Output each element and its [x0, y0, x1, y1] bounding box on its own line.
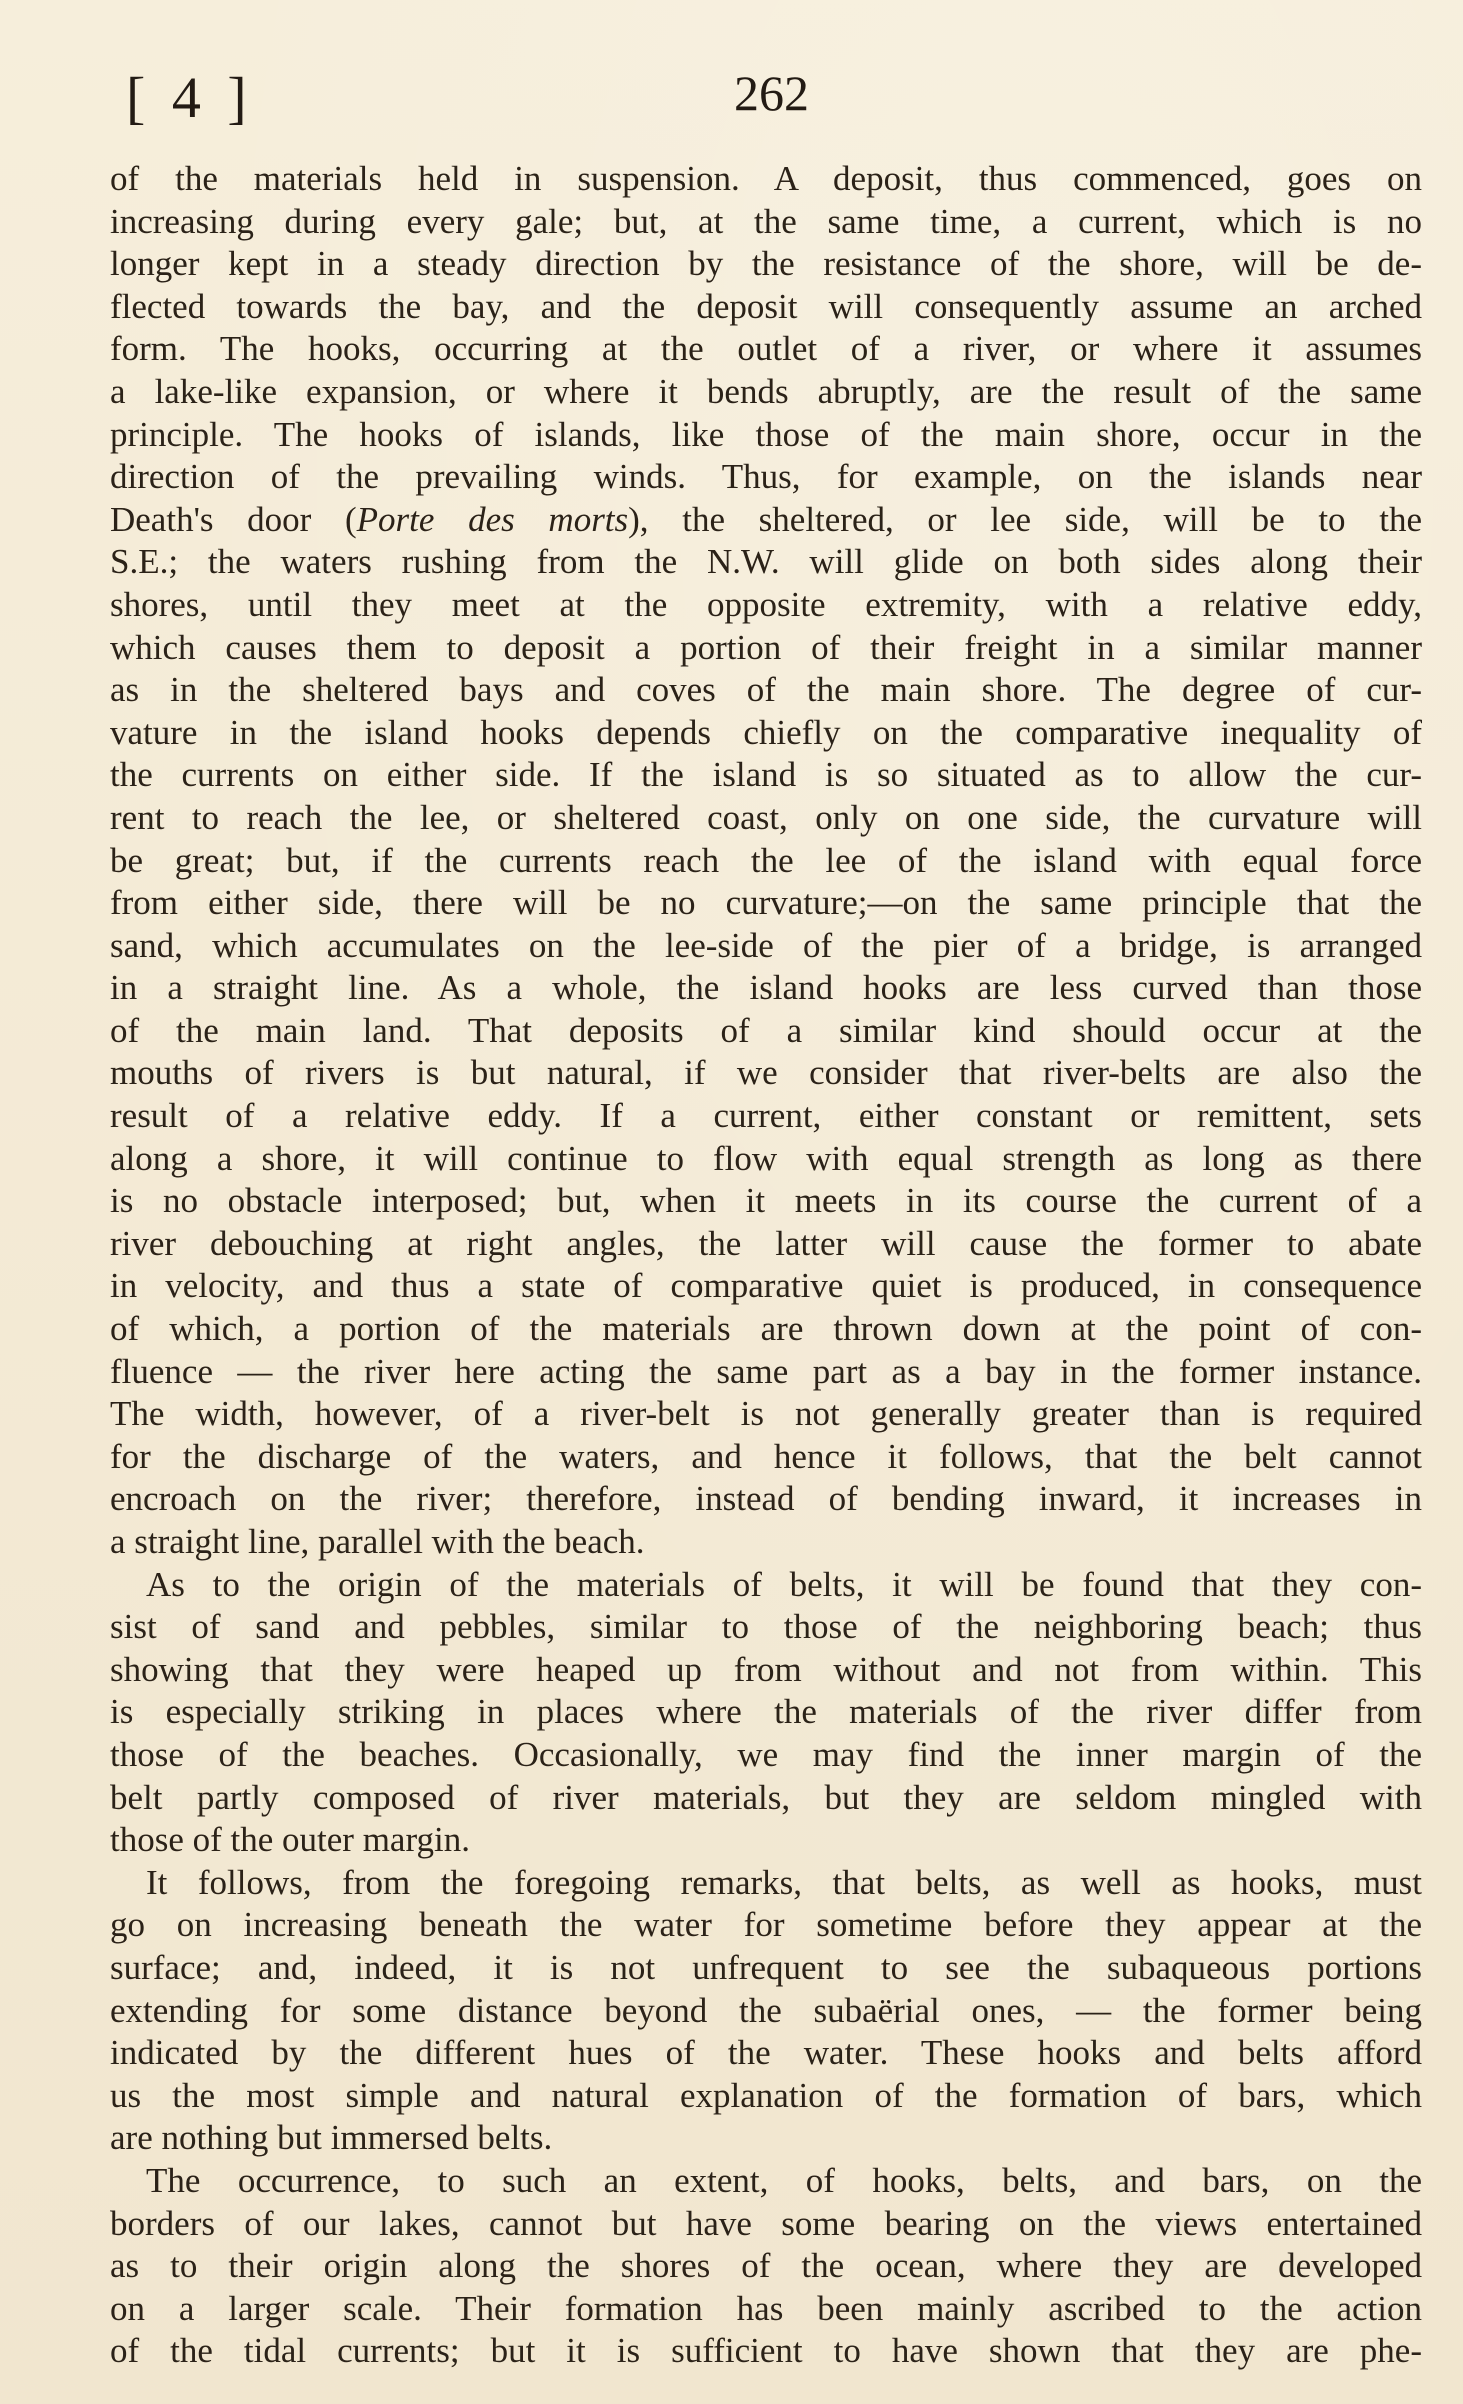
text-line: us the most simple and natural explanation of the formation of bars, which — [110, 2075, 1422, 2115]
text-line: mouths of rivers is but natural, if we consider that river-belts are also the — [110, 1053, 1422, 1093]
text-line: rent to reach the lee, or sheltered coast, only on one side, the curvature will — [110, 797, 1422, 837]
text-line: fluence — the river here acting the same part as a bay in the former instance. — [110, 1351, 1422, 1391]
text-line: as in the sheltered bays and coves of the main shore. The degree of cur- — [110, 670, 1422, 710]
text-line: sand, which accumulates on the lee-side of the pier of a bridge, is arranged — [110, 925, 1422, 965]
text-line: encroach on the river; therefore, instead of bending inward, it increases in — [110, 1479, 1422, 1519]
text-line: showing that they were heaped up from without and not from within. This — [110, 1649, 1422, 1689]
text-line: along a shore, it will continue to flow with equal strength as long as there — [110, 1138, 1422, 1178]
text-line: The width, however, of a river-belt is not generally greater than is required — [110, 1394, 1422, 1434]
text-line: is especially striking in places where the materials of the river differ from — [110, 1692, 1422, 1732]
paragraph-end-line: a straight line, parallel with the beach. — [110, 1522, 645, 1561]
text-line: surface; and, indeed, it is not unfrequent to see the subaqueous portions — [110, 1947, 1422, 1987]
text-line: belt partly composed of river materials, but they are seldom mingled with — [110, 1777, 1422, 1817]
text-line: be great; but, if the currents reach the lee of the island with equal force — [110, 840, 1422, 880]
text-line: Death's door (Porte des morts), the sheltered, or lee side, will be to the — [110, 499, 1422, 539]
text-line: for the discharge of the waters, and hence it follows, that the belt cannot — [110, 1436, 1422, 1476]
text-line: form. The hooks, occurring at the outlet of a river, or where it assumes — [110, 329, 1422, 369]
text-line: the currents on either side. If the island is so situated as to allow the cur- — [110, 755, 1422, 795]
text-line: of the main land. That deposits of a similar kind should occur at the — [110, 1010, 1422, 1050]
paragraph-end-line: are nothing but immersed belts. — [110, 2118, 553, 2158]
text-line: increasing during every gale; but, at the same time, a current, which is no — [110, 201, 1422, 241]
text-line: shores, until they meet at the opposite extremity, with a relative eddy, — [110, 584, 1422, 624]
text-line: on a larger scale. Their formation has been mainly ascribed to the action — [110, 2288, 1422, 2328]
text-line: in velocity, and thus a state of comparative quiet is produced, in consequence — [110, 1266, 1422, 1306]
text-line: principle. The hooks of islands, like those of the main shore, occur in the — [110, 414, 1422, 454]
text-line: sist of sand and pebbles, similar to those of the neighboring beach; thus — [110, 1607, 1422, 1647]
text-line: of which, a portion of the materials are thrown down at the point of con- — [110, 1309, 1422, 1349]
text-line: from either side, there will be no curvature;—on the same principle that the — [110, 883, 1422, 923]
text-line: flected towards the bay, and the deposit will consequently assume an arched — [110, 286, 1422, 326]
text-line: of the tidal currents; but it is sufficient to have shown that they are phe- — [110, 2331, 1422, 2371]
text-line: in a straight line. As a whole, the island hooks are less curved than those — [110, 968, 1422, 1008]
paragraph-start-line: The occurrence, to such an extent, of hooks, belts, and bars, on the — [146, 2160, 1422, 2200]
paragraph-start-line: It follows, from the foregoing remarks, that belts, as well as hooks, must — [146, 1862, 1422, 1902]
text-line: vature in the island hooks depends chiefly on the comparative inequality of — [110, 712, 1422, 752]
section-folio: [ 4 ] — [126, 65, 253, 130]
text-line: borders of our lakes, cannot but have some bearing on the views entertained — [110, 2203, 1422, 2243]
text-line: of the materials held in suspension. A deposit, thus commenced, goes on — [110, 159, 1422, 198]
page-number: 262 — [734, 65, 809, 121]
text-line: result of a relative eddy. If a current, either constant or remittent, sets — [110, 1096, 1422, 1136]
text-line: is no obstacle interposed; but, when it meets in its course the current of a — [110, 1181, 1422, 1221]
text-line: extending for some distance beyond the subaërial ones, — the former being — [110, 1990, 1422, 2030]
text-line: a lake-like expansion, or where it bends abruptly, are the result of the same — [110, 371, 1422, 411]
text-line: longer kept in a steady direction by the resistance of the shore, will be de- — [110, 244, 1422, 284]
text-line: go on increasing beneath the water for sometime before they appear at the — [110, 1905, 1422, 1945]
body-text — [110, 158, 1422, 2373]
paragraph-start-line: As to the origin of the materials of belts, it will be found that they con- — [146, 1564, 1422, 1604]
text-line: river debouching at right angles, the latter will cause the former to abate — [110, 1223, 1422, 1263]
page-header — [0, 56, 1463, 136]
text-line: indicated by the different hues of the water. These hooks and belts afford — [110, 2033, 1422, 2073]
text-line: which causes them to deposit a portion of their freight in a similar manner — [110, 627, 1422, 667]
text-line: S.E.; the waters rushing from the N.W. will glide on both sides along their — [110, 542, 1422, 582]
text-line: as to their origin along the shores of the ocean, where they are developed — [110, 2246, 1422, 2286]
paragraph-end-line: those of the outer margin. — [110, 1820, 470, 1860]
text-line: direction of the prevailing winds. Thus, for example, on the islands near — [110, 457, 1422, 497]
text-line: those of the beaches. Occasionally, we may find the inner margin of the — [110, 1734, 1422, 1774]
